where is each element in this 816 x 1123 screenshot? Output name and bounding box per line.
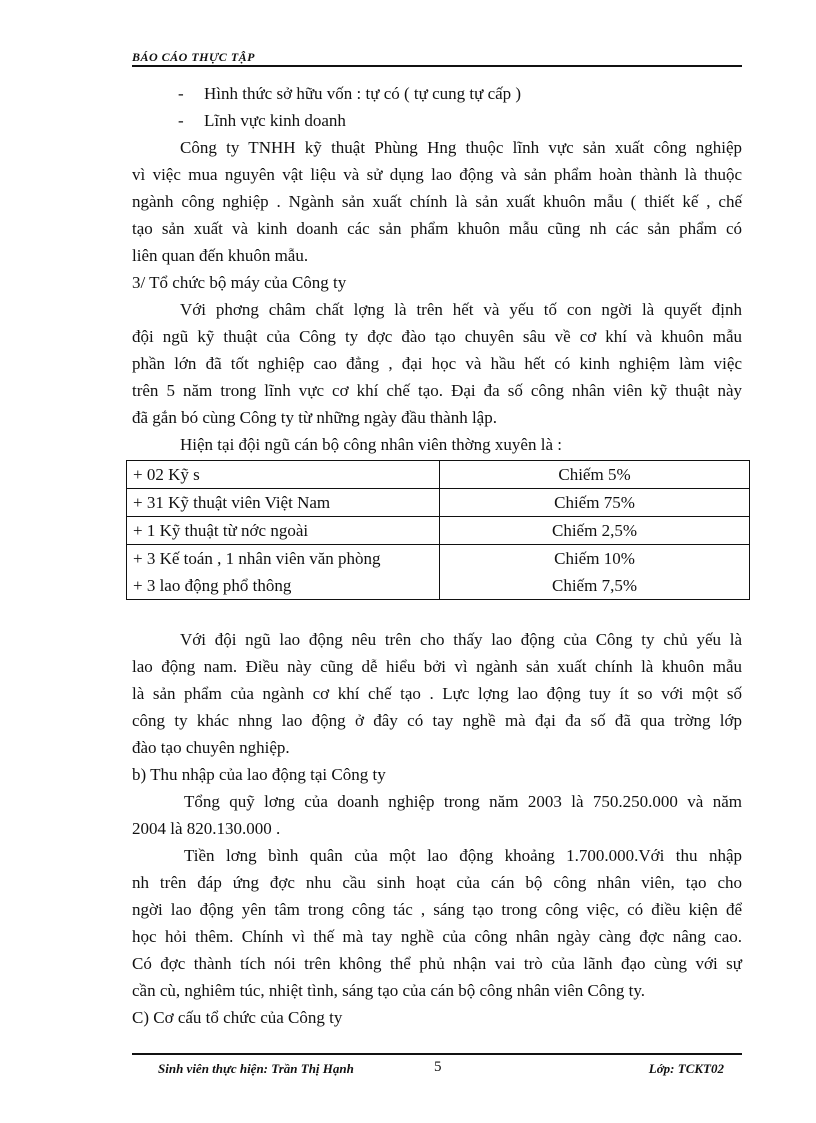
paragraph-workforce bbox=[132, 626, 742, 761]
table-row bbox=[127, 461, 750, 489]
staff-share-line: Chiếm 7,5% bbox=[552, 576, 637, 595]
bullet-dash: - bbox=[178, 84, 184, 103]
text-line: đội ngũ kỹ thuật của Công ty đợc đào tạo chuyên sâu về cơ khí và khuôn mẫu bbox=[132, 327, 742, 346]
staff-share-cell: Chiếm 75% bbox=[440, 489, 750, 517]
text-line: học hỏi thêm. Chính vì thế mà tay nghề của công nhân ngày càng đợc nâng cao. bbox=[132, 927, 742, 946]
text-line: vì việc mua nguyên vật liệu và sử dụng lao động và sản phẩm hoàn thành là thuộc bbox=[132, 165, 742, 184]
table-row bbox=[127, 489, 750, 517]
staff-share-cell-merged bbox=[440, 545, 750, 600]
staff-role-cell: + 1 Kỹ thuật từ nớc ngoài bbox=[127, 517, 440, 545]
text-line: tạo sản xuất và kinh doanh các sản phẩm khuôn mẫu cũng nh các sản phẩm có bbox=[132, 219, 742, 238]
page-number: 5 bbox=[434, 1059, 442, 1075]
staff-role-line: + 3 lao động phổ thông bbox=[133, 576, 292, 595]
bullet-ownership-text: Hình thức sở hữu vốn : tự có ( tự cung tự cấp ) bbox=[204, 84, 522, 103]
text-line: Với đội ngũ lao động nêu trên cho thấy lao động của Công ty chủ yếu là bbox=[180, 630, 742, 649]
staff-share-line: Chiếm 10% bbox=[554, 549, 635, 568]
footer-student-name: Sinh viên thực hiện: Trần Thị Hạnh bbox=[158, 1061, 354, 1076]
footer-class: Lớp: TCKT02 bbox=[648, 1061, 724, 1076]
text-line: ngời lao động yên tâm trong công tác , sáng tạo trong công việc, có điều kiện để bbox=[132, 900, 742, 919]
section-heading-3: 3/ Tổ chức bộ máy của Công ty bbox=[132, 273, 347, 292]
staff-table bbox=[126, 460, 750, 600]
text-line: Với phơng châm chất lợng là trên hết và yếu tố con ngời là quyết định bbox=[180, 300, 742, 319]
paragraph-staff-intro: Hiện tại đội ngũ cán bộ công nhân viên thờng xuyên là : bbox=[180, 435, 562, 454]
text-line: Công ty TNHH kỹ thuật Phùng Hng thuộc lĩnh vực sản xuất công nghiệp bbox=[180, 138, 742, 157]
bullet-business-field bbox=[132, 107, 742, 134]
text-line: cần cù, nghiêm túc, nhiệt tình, sáng tạo của cán bộ công nhân viên Công ty. bbox=[132, 981, 646, 1000]
page-header bbox=[132, 50, 742, 67]
bullet-dash: - bbox=[178, 111, 184, 130]
paragraph-organization bbox=[132, 296, 742, 431]
paragraph-average-wage bbox=[132, 842, 742, 1004]
staff-role-cell-merged bbox=[127, 545, 440, 600]
document-body bbox=[132, 80, 742, 1031]
text-line: Tiền lơng bình quân của một lao động khoảng 1.700.000.Với thu nhập bbox=[184, 846, 742, 865]
text-line: Có đợc thành tích nói trên không thể phủ nhận vai trò của lãnh đạo cùng với sự bbox=[132, 954, 742, 973]
staff-share-cell: Chiếm 5% bbox=[440, 461, 750, 489]
staff-role-cell: + 02 Kỹ s bbox=[127, 461, 440, 489]
text-line: Tổng quỹ lơng của doanh nghiệp trong năm 2003 là 750.250.000 và năm bbox=[184, 792, 742, 811]
paragraph-total-wage bbox=[132, 788, 742, 842]
text-line: phần lớn đã tốt nghiệp cao đẳng , đại học và hầu hết có kinh nghiệm làm việc bbox=[132, 354, 742, 373]
text-line: đã gắn bó cùng Công ty từ những ngày đầu thành lập. bbox=[132, 408, 497, 427]
text-line: nh trên đáp ứng đợc nhu cầu sinh hoạt của cán bộ công nhân viên, tạo cho bbox=[132, 873, 742, 892]
text-line: lao động nam. Điều này cũng dễ hiểu bởi vì ngành sản xuất chính là khuôn mẫu bbox=[132, 657, 742, 676]
section-heading-c: C) Cơ cấu tổ chức của Công ty bbox=[132, 1008, 343, 1027]
staff-share-cell: Chiếm 2,5% bbox=[440, 517, 750, 545]
header-title: BÁO CÁO THỰC TẬP bbox=[132, 50, 255, 64]
text-line: liên quan đến khuôn mẫu. bbox=[132, 246, 309, 265]
text-line: ngành công nghiệp . Ngành sản xuất chính là sản xuất khuôn mẫu ( thiết kế , chế bbox=[132, 192, 742, 211]
text-line: 2004 là 820.130.000 . bbox=[132, 819, 281, 838]
text-line: công ty khác nhng lao động ở đây có tay nghề mà đại đa số đã qua trờng lớp bbox=[132, 711, 742, 730]
text-line: trên 5 năm trong lĩnh vực cơ khí chế tạo. Đại đa số công nhân viên kỹ thuật này bbox=[132, 381, 742, 400]
section-heading-b: b) Thu nhập của lao động tại Công ty bbox=[132, 765, 386, 784]
text-line: đào tạo chuyên nghiệp. bbox=[132, 738, 290, 757]
paragraph-company-field bbox=[132, 134, 742, 269]
page-footer bbox=[132, 1053, 742, 1079]
bullet-business-field-text: Lĩnh vực kinh doanh bbox=[204, 111, 346, 130]
text-line: là sản phẩm của ngành cơ khí chế tạo . Lực lợng lao động tuy ít so với một số bbox=[132, 684, 742, 703]
bullet-ownership bbox=[132, 80, 742, 107]
staff-role-cell: + 31 Kỹ thuật viên Việt Nam bbox=[127, 489, 440, 517]
table-row bbox=[127, 517, 750, 545]
table-row bbox=[127, 545, 750, 600]
staff-role-line: + 3 Kế toán , 1 nhân viên văn phòng bbox=[133, 549, 381, 568]
